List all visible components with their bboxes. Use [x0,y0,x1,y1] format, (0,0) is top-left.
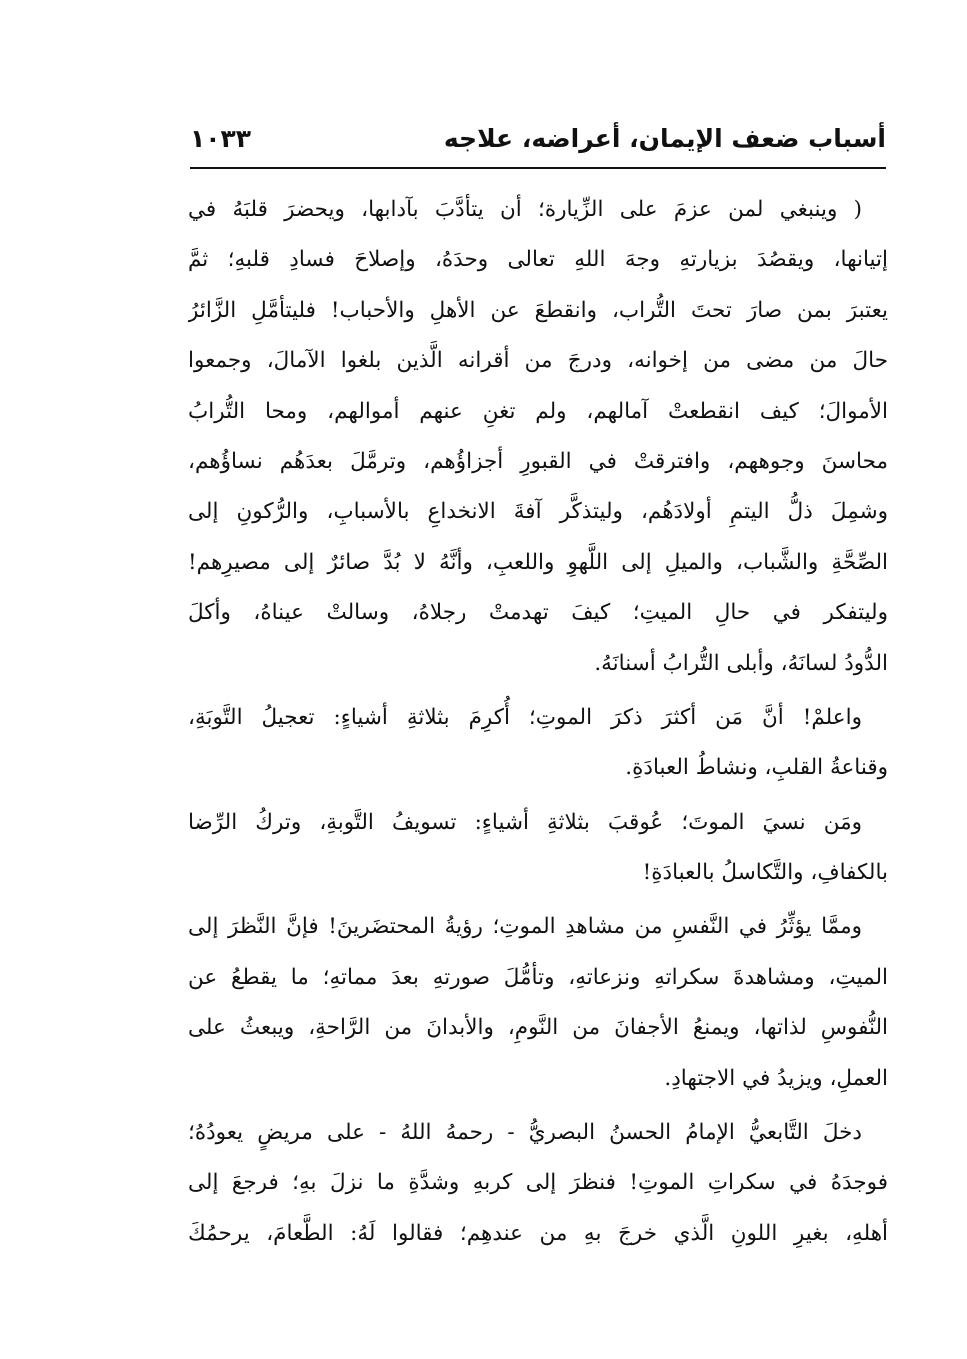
text-line: الأموالَ؛ كيف انقطعتْ آمالهم، ولم تغنِ عنهم أموالهم، ومحا التُّرابُ [188,398,888,424]
paragraph [188,1108,888,1259]
header-divider [190,167,886,169]
text-line: ومَن نسيَ الموتَ؛ عُوقبَ بثلاثةِ أشياءٍ: تسويفُ التَّوبةِ، وتركُ الرِّضا [188,809,862,835]
text-line: بالكفافِ، والتَّكاسلُ بالعبادَةِ! [642,860,888,886]
text-line: إتيانها، ويقصُدَ بزيارتهِ وجهَ اللهِ تعالى وحدَهُ، وإصلاحَ فسادِ قلبهِ؛ ثمَّ [188,247,888,273]
page-number: ١٠٣٣ [190,124,252,153]
text-line: حالَ من مضى من إخوانه، ودرجَ من أقرانه الَّذين بلغوا الآمالَ، وجمعوا [188,348,888,374]
text-line: الصِّحَّةِ والشَّباب، والميلِ إلى اللَّهوِ واللعبِ، وأنَّهُ لا بُدَّ صائرٌ إلى مصيرِهم! [188,549,888,575]
text-line: الميتِ، ومشاهدةَ سكراتهِ ونزعاتهِ، وتأمُّلَ صورتهِ بعدَ مماتهِ؛ ما يقطعُ عن [188,964,888,990]
text-line: فوجدَهُ في سكراتِ الموتِ! فنظرَ إلى كربهِ وشدَّةِ ما نزلَ بهِ؛ فرجعَ إلى [188,1170,888,1196]
running-header [190,120,886,164]
text-line: النُّفوسِ لذاتها، ويمنعُ الأجفانَ من النَّومِ، والأبدانَ من الرَّاحةِ، ويبعثُ على [188,1015,888,1041]
paragraph [188,902,888,1104]
text-line: أهلهِ، بغيرِ اللونِ الَّذي خرجَ بهِ من عندهِم؛ فقالوا لَهُ: الطَّعامَ، يرحمُكَ [188,1220,888,1246]
text-line: وليتفكر في حالِ الميتِ؛ كيفَ تهدمتْ رجلاهُ، وسالتْ عيناهُ، وأكلَ [188,600,888,626]
paragraph [188,798,888,899]
text-line: محاسنَ وجوههم، وافترقتْ في القبورِ أجزاؤُهم، وترمَّلَ بعدَهُم نساؤُهم، [188,448,888,474]
running-header-title: أسباب ضعف الإيمان، أعراضه، علاجه [443,124,886,153]
text-line: دخلَ التَّابعيُّ الإمامُ الحسنُ البصريُّ - رحمهُ اللهُ - على مريضٍ يعودُهُ؛ [188,1120,862,1146]
text-line: ( وينبغي لمن عزمَ على الزِّيارة؛ أن يتأدَّبَ بآدابها، ويحضرَ قلبَهُ في [188,197,862,222]
body-text [188,185,888,1259]
text-line: يعتبرَ بمن صارَ تحتَ التُّراب، وانقطعَ عن الأهلِ والأحباب! فليتأمَّلِ الزَّائرُ [188,297,888,323]
text-line: وممَّا يؤثِّرُ في النَّفسِ من مشاهدِ الموتِ؛ رؤيةُ المحتضَرينَ! فإنَّ النَّظرَ إلى [188,914,862,940]
paragraph [188,185,888,689]
text-line: واعلمْ! أنَّ مَن أكثرَ ذكرَ الموتِ؛ أُكرِمَ بثلاثةِ أشياءٍ: تعجيلُ التَّوبَةِ، [188,704,862,730]
text-line: وشمِلَ ذلُّ اليتمِ أولادَهُم، وليتذكَّر آفةَ الانخداعِ بالأسبابِ، والرُّكونِ إلى [188,499,888,525]
text-line: وقناعةُ القلبِ، ونشاطُ العبادَةِ. [625,755,888,781]
text-line: العملِ، ويزيدُ في الاجتهادِ. [664,1065,888,1091]
paragraph [188,693,888,794]
text-line: الدُّودُ لسانَهُ، وأبلى التُّرابُ أسنانَهُ. [594,650,888,676]
